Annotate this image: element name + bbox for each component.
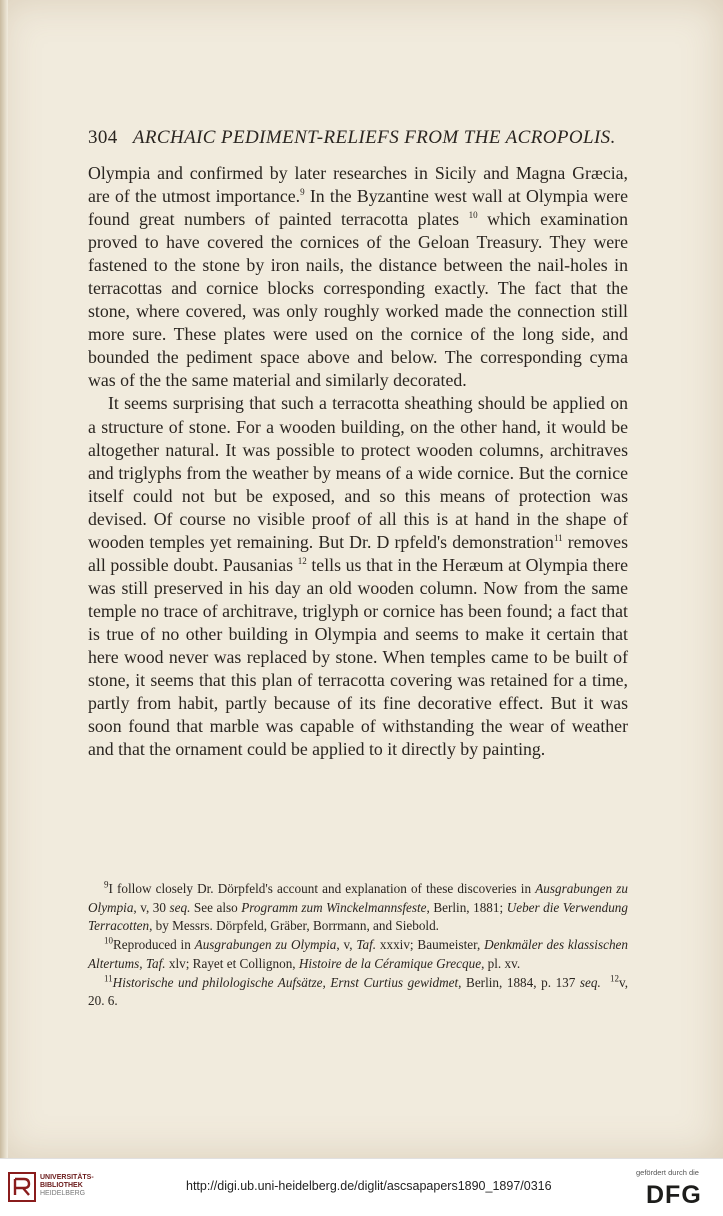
text-run: , v, 30: [133, 899, 170, 915]
footnotes: [88, 880, 628, 1011]
running-title: ARCHAIC PEDIMENT-RELIEFS FROM THE ACROPOLIS.: [132, 127, 616, 148]
footnote-10: [88, 936, 628, 973]
running-header: [88, 127, 648, 149]
text-run: xlv; Rayet et Collignon,: [165, 955, 299, 971]
footnote-ref-9[interactable]: 9: [300, 187, 305, 198]
paragraph-1: [88, 162, 628, 392]
italic-text: Taf.: [356, 937, 377, 953]
text-run: In the Byzantine west wall at Olympia were found great numbers of painted terracotta plates: [88, 186, 628, 230]
text-run: Reproduced in: [113, 937, 195, 953]
italic-title: Histoire de la Céramique Grecque: [298, 955, 482, 971]
footnote-mark: 11: [104, 973, 113, 984]
library-name-line-1: UNIVERSITÄTS-: [40, 1174, 94, 1181]
library-name[interactable]: [40, 1174, 94, 1198]
text-run: removes all possible doubt. Pausanias: [88, 531, 628, 575]
italic-title: Ausgrabungen zu Olympia: [194, 937, 337, 953]
text-run: tells us that in the Heræum at Olympia there was still preserved in his day an old wooden column. Now from the same temple no trace of architrave, triglyph or cornice has been found; a fact that is true of no other building in Olympia and seems to make it certain that here wood never was replaced by stone. When temples came to be built of stone, it seems that this plan of terracotta covering was retained for a time, partly from habit, partly because of its fine decorative effect. But it was soon found that marble was capable of withstanding the wear of weather and that the ornament could be applied to it directly by painting.: [88, 554, 629, 760]
italic-title: Historische und philologische Aufsätze, Ernst Curtius gewidmet: [112, 974, 459, 990]
footnote-mark-12: 12: [609, 973, 619, 984]
footnote-11: [88, 974, 628, 1011]
text-run: , pl. xv.: [481, 955, 521, 971]
viewer-footer: [0, 1158, 723, 1216]
text-run: I follow closely Dr. Dörpfeld's account and explanation of these discoveries in: [108, 881, 536, 896]
text-run: v, 20. 6.: [88, 974, 628, 1009]
italic-title: Denkmäler des klassischen Altertums, Taf.: [88, 937, 628, 971]
library-city: HEIDELBERG: [40, 1190, 86, 1197]
italic-title: Ueber die Verwendung Terracotten: [88, 899, 628, 934]
paragraph-2: [88, 392, 628, 761]
text-run: , Berlin, 1881;: [426, 899, 507, 915]
dfg-logo[interactable]: DFG: [646, 1181, 702, 1209]
text-run: , Berlin, 1884, p. 137: [458, 974, 580, 990]
text-run: which examination proved to have covered the cornices of the Geloan Treasury. They were fastened to the stone by iron nails, the distance between the nail-holes in terracottas and cornice blocks corresponding exactly. The fact that the stone, where covered, was only roughly worked made the connection still more sure. These plates were used on the cornice of the long side, and bounded the pediment space above and below. The corresponding cyma was of the the same material and similarly decorated.: [88, 209, 628, 391]
footnote-9: [88, 880, 628, 936]
text-run: , by Messrs. Dörpfeld, Gräber, Borrmann, and Siebold.: [149, 918, 439, 934]
text-run: It seems surprising that such a terracotta sheathing should be applied on a structure of stone. For a wooden building, on the other hand, it would be altogether natural. It was possible to protect wooden columns, architraves and triglyphs from the weather by means of a wide cornice. But the cornice itself could not but be exposed, and so this means of protection was devised. Of course no visible proof of all this is at hand in the shape of wooden temples yet remaining. But Dr. D rpfeld's demonstration: [88, 393, 628, 552]
text-run: , v,: [336, 937, 357, 953]
permalink-url[interactable]: http://digi.ub.uni-heidelberg.de/diglit/ascsapapers1890_1897/0316: [186, 1179, 552, 1193]
text-run: See also: [190, 899, 242, 915]
page-binding-edge: [0, 0, 8, 1158]
footnote-mark: 9: [104, 879, 109, 890]
body-text: [88, 162, 628, 761]
footnote-ref-10[interactable]: 10: [468, 210, 478, 221]
text-run: xxxiv; Baumeister,: [376, 937, 485, 953]
footnote-ref-11[interactable]: 11: [553, 532, 563, 543]
university-library-logo-icon[interactable]: [8, 1171, 36, 1203]
italic-title: Ausgrabungen zu Olympia: [88, 881, 628, 915]
page-number: 304: [88, 127, 118, 148]
footnote-ref-12[interactable]: 12: [297, 555, 307, 566]
italic-text: seq.: [579, 974, 601, 990]
italic-text: seq.: [169, 899, 191, 915]
footnote-mark: 10: [104, 935, 113, 946]
text-run: Olympia and confirmed by later researches in Sicily and Magna Græcia, are of the utmost importance.: [88, 163, 628, 207]
library-name-line-2: BIBLIOTHEK: [40, 1182, 83, 1189]
italic-title: Programm zum Winckelmannsfeste: [241, 899, 427, 915]
funding-caption: gefördert durch die: [636, 1168, 699, 1177]
